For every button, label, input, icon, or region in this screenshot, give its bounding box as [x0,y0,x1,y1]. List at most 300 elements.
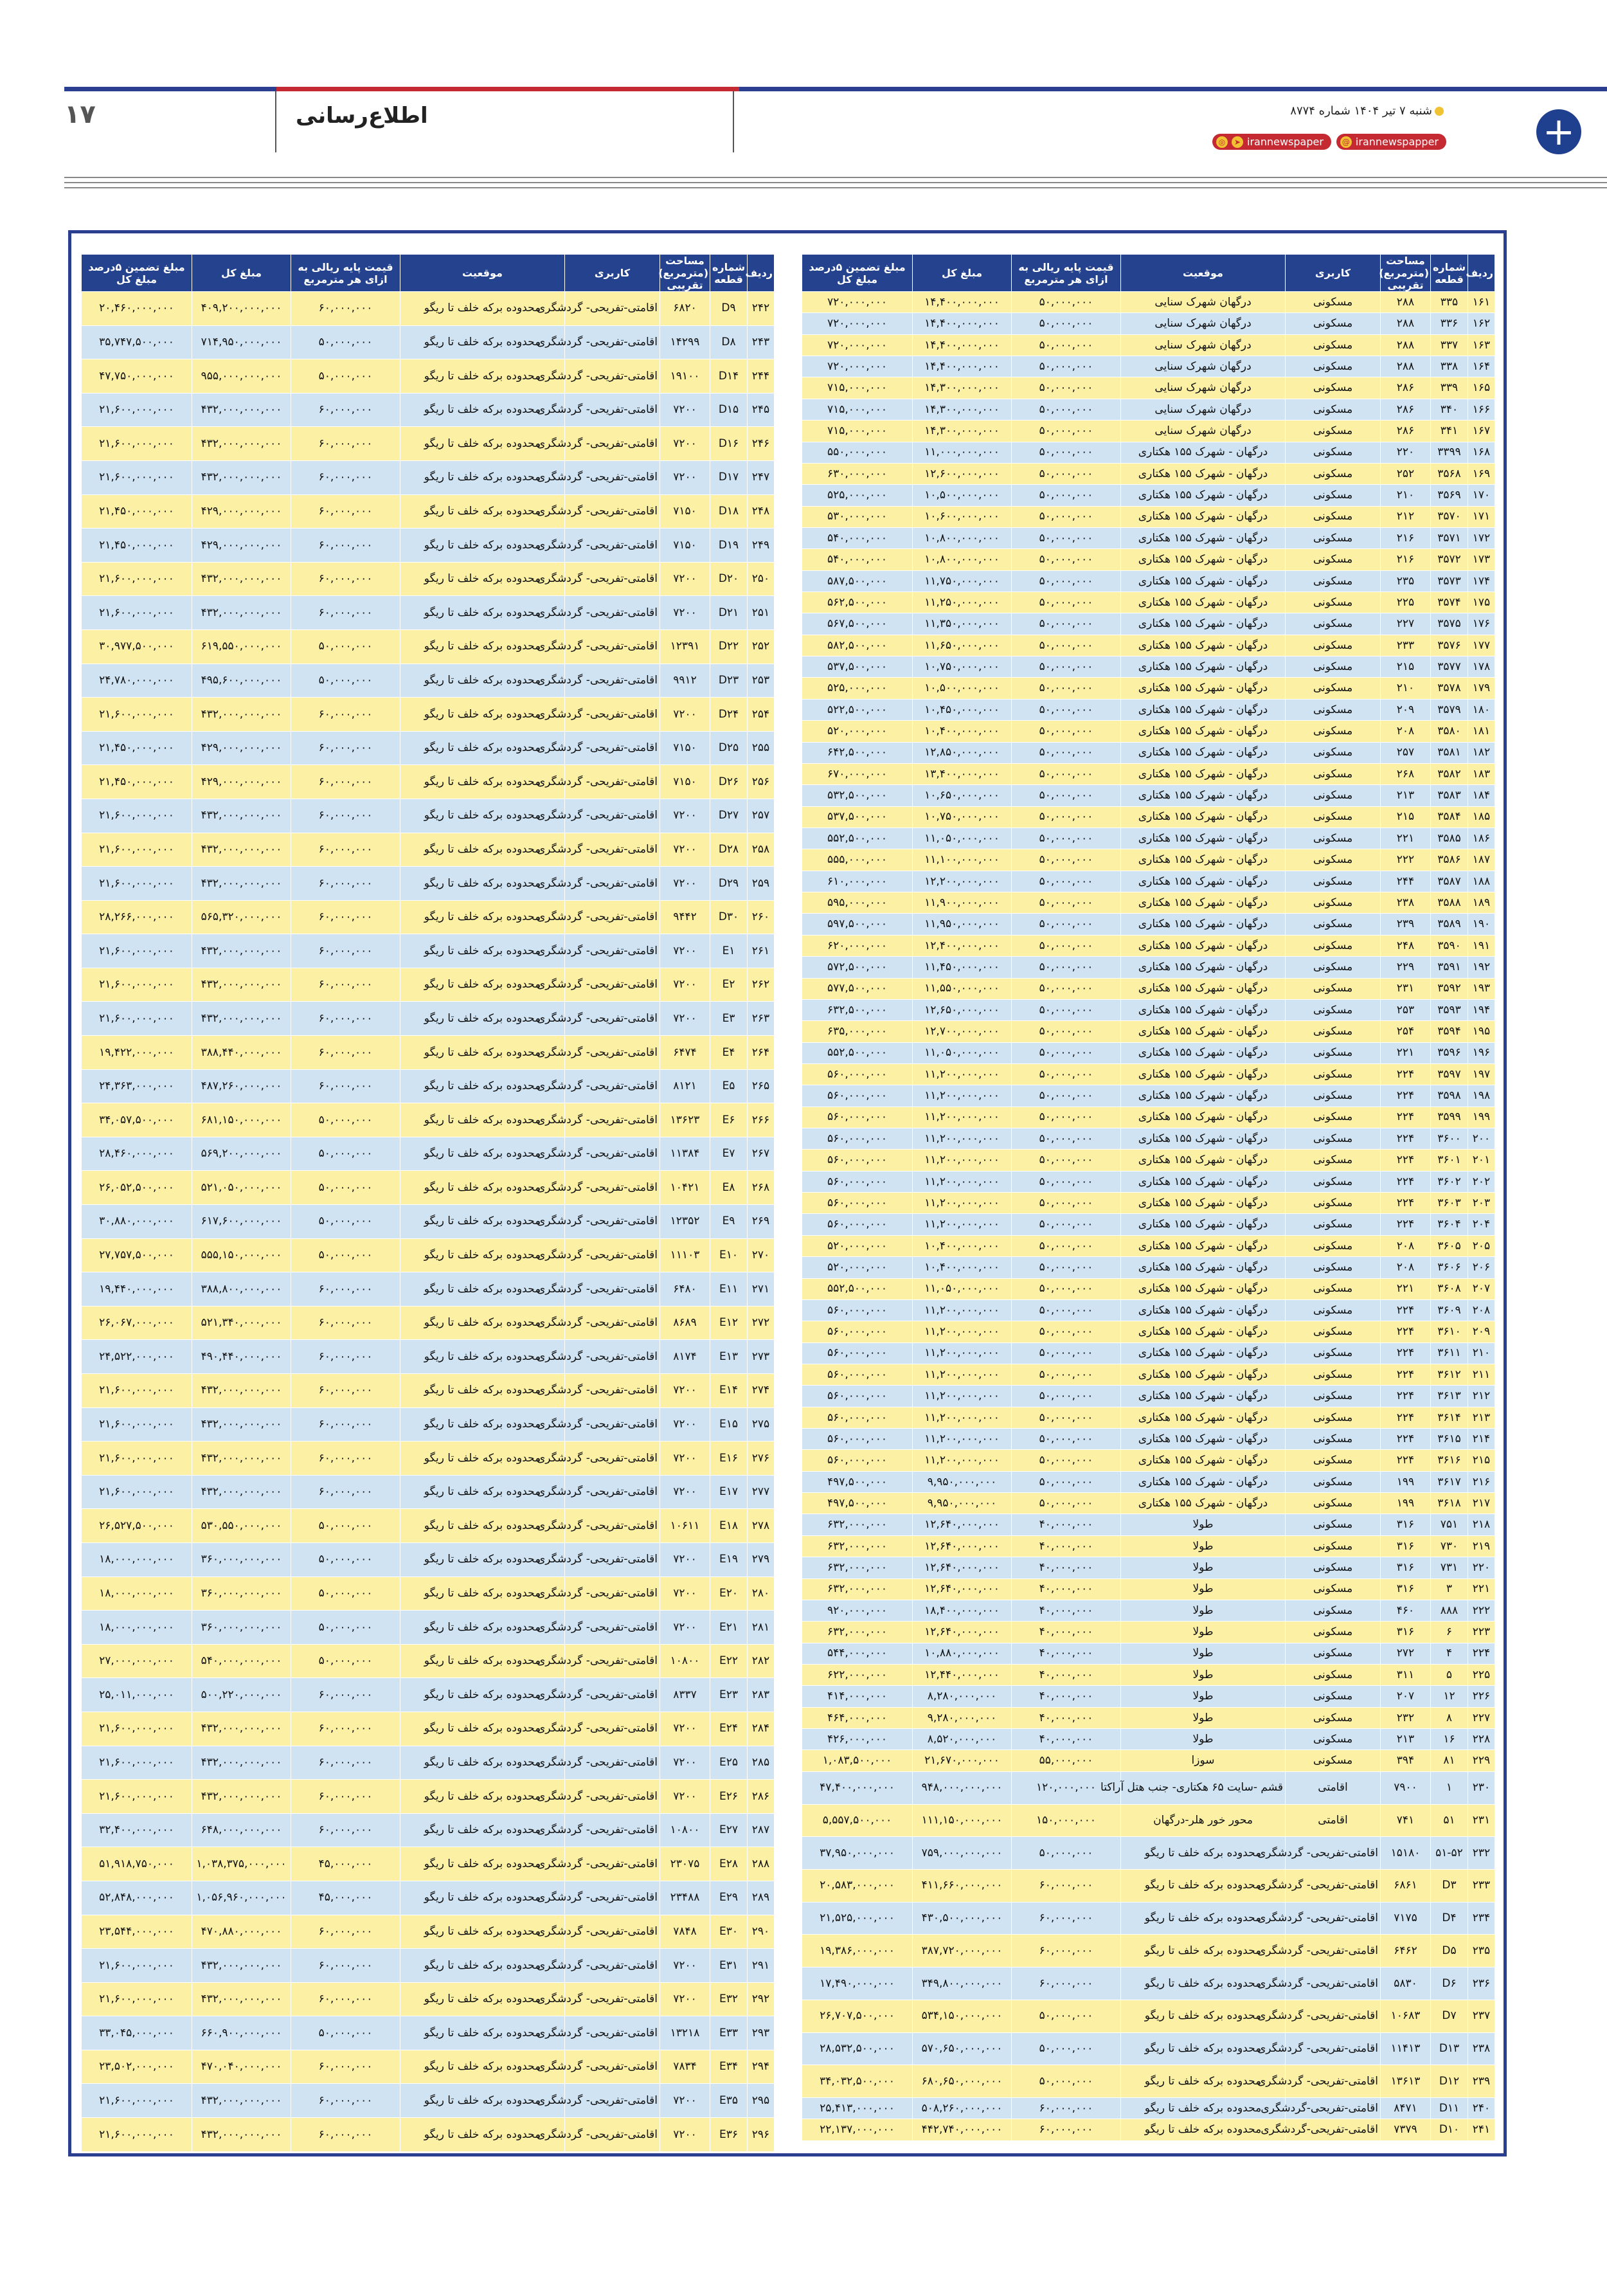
cell-total-amount: ۴۳۲,۰۰۰,۰۰۰,۰۰۰ [192,460,291,494]
cell-land-use: اقامتی [1286,1804,1381,1837]
cell-location: محدوده برکه خلف تا ریگو [1121,1869,1286,1902]
cell-location: درگهان شهرک سنایی [1121,292,1286,313]
cell-location: محدوده برکه خلف تا ریگو [400,427,565,461]
land-table-right [802,254,1495,2141]
table-row [82,664,775,698]
cell-total-amount: ۴۲۹,۰۰۰,۰۰۰,۰۰۰ [192,494,291,529]
cell-row-number: ۱۷۶ [1468,613,1495,635]
cell-base-price: ۵۰,۰۰۰,۰۰۰ [1012,699,1121,720]
cell-land-use: مسکونی [1286,1342,1381,1364]
cell-guarantee-amount: ۲۷,۰۰۰,۰۰۰,۰۰۰ [82,1644,192,1678]
cell-guarantee-amount: ۲۱,۶۰۰,۰۰۰,۰۰۰ [82,1002,192,1036]
cell-land-use: مسکونی [1286,549,1381,570]
cell-row-number: ۲۲۸ [1468,1729,1495,1750]
cell-total-amount: ۱۱,۲۰۰,۰۰۰,۰۰۰ [913,1085,1012,1107]
cell-plot-number: ۳۶۰۹ [1431,1299,1468,1321]
cell-area: ۲۰۸ [1381,1257,1431,1278]
cell-area: ۷۸۳۴ [660,2050,710,2084]
cell-guarantee-amount: ۶۲۲,۰۰۰,۰۰۰ [802,1665,913,1686]
table-row [802,1837,1495,1870]
cell-plot-number: D۱۲ [1431,2065,1468,2098]
cell-area: ۷۲۰۰ [660,833,710,867]
table-row [82,1678,775,1712]
cell-location: محدوده برکه خلف تا ریگو [400,1069,565,1103]
cell-base-price: ۵۰,۰۰۰,۰۰۰ [291,1238,400,1272]
table-row [802,1665,1495,1686]
issue-info: شنبه ۷ تیر ۱۴۰۴ شماره ۸۷۷۴ [1290,104,1446,118]
cell-location: درگهان - شهرک ۱۵۵ هکتاری [1121,721,1286,742]
cell-land-use: مسکونی [1286,763,1381,784]
cell-row-number: ۲۰۴ [1468,1214,1495,1235]
cell-area: ۲۲۴ [1381,1407,1431,1428]
cell-plot-number: E۱ [710,934,748,968]
cell-location: درگهان - شهرک ۱۵۵ هکتاری [1121,656,1286,678]
cell-location: محدوده برکه خلف تا ریگو [400,1813,565,1847]
cell-location: درگهان - شهرک ۱۵۵ هکتاری [1121,1257,1286,1278]
cell-total-amount: ۱۱,۵۵۰,۰۰۰,۰۰۰ [913,978,1012,999]
cell-location: محدوده برکه خلف تا ریگو [400,731,565,765]
cell-land-use: مسکونی [1286,1128,1381,1150]
cell-area: ۳۱۶ [1381,1557,1431,1578]
cell-guarantee-amount: ۵۶۰,۰۰۰,۰۰۰ [802,1386,913,1407]
table-row [82,325,775,359]
cell-row-number: ۱۷۰ [1468,485,1495,506]
header-rule [64,177,1607,178]
cell-base-price: ۵۰,۰۰۰,۰۰۰ [291,1137,400,1171]
cell-area: ۲۲۷ [1381,613,1431,635]
column-header-base-price: قیمت پایه ریالی به ازای هر مترمربع [1012,255,1121,292]
cell-row-number: ۱۶۸ [1468,442,1495,463]
cell-area: ۲۲۴ [1381,1107,1431,1128]
cell-row-number: ۱۸۸ [1468,871,1495,892]
cell-area: ۷۲۰۰ [660,2118,710,2152]
cell-row-number: ۱۸۴ [1468,785,1495,806]
table-row [802,1600,1495,1621]
section-title: اطلاع‌رسانی [296,103,428,129]
cell-area: ۷۲۰۰ [660,1712,710,1746]
cell-location: محدوده برکه خلف تا ریگو [400,1374,565,1408]
table-row [802,742,1495,763]
table-row [802,1750,1495,1771]
cell-base-price: ۶۰,۰۰۰,۰۰۰ [291,731,400,765]
cell-land-use: مسکونی [1286,1386,1381,1407]
cell-land-use: مسکونی [1286,978,1381,999]
cell-base-price: ۶۰,۰۰۰,۰۰۰ [291,867,400,901]
table-row [82,799,775,833]
cell-land-use: اقامتی-تفریحی- گردشگری [565,1780,660,1814]
cell-area: ۷۲۰۰ [660,1611,710,1645]
cell-total-amount: ۴۳۲,۰۰۰,۰۰۰,۰۰۰ [192,1407,291,1442]
cell-guarantee-amount: ۲۱,۶۰۰,۰۰۰,۰۰۰ [82,596,192,630]
column-header-guarantee-amount: مبلغ تضمین ۵درصد مبلغ کل [82,255,192,292]
cell-guarantee-amount: ۵۳۷,۵۰۰,۰۰۰ [802,656,913,678]
cell-location: درگهان - شهرک ۱۵۵ هکتاری [1121,592,1286,613]
cell-guarantee-amount: ۲۱,۴۵۰,۰۰۰,۰۰۰ [82,494,192,529]
cell-base-price: ۵۰,۰۰۰,۰۰۰ [1012,742,1121,763]
cell-total-amount: ۴۳۲,۰۰۰,۰۰۰,۰۰۰ [192,1746,291,1780]
cell-total-amount: ۴۲۹,۰۰۰,۰۰۰,۰۰۰ [192,765,291,799]
cell-plot-number: ۳۵۷۲ [1431,549,1468,570]
cell-location: محدوده برکه خلف تا ریگو [1121,1902,1286,1935]
table-row [82,934,775,968]
cell-area: ۲۱۲ [1381,506,1431,527]
cell-plot-number: E۹ [710,1205,748,1239]
cell-area: ۲۱۳ [1381,1729,1431,1750]
table-row [802,506,1495,527]
cell-land-use: مسکونی [1286,377,1381,399]
cell-base-price: ۵۰,۰۰۰,۰۰۰ [1012,785,1121,806]
table-row [82,1340,775,1374]
cell-land-use: مسکونی [1286,1665,1381,1686]
cell-guarantee-amount: ۴۹۷,۵۰۰,۰۰۰ [802,1493,913,1514]
cell-land-use: مسکونی [1286,1450,1381,1471]
cell-area: ۲۲۱ [1381,1042,1431,1063]
cell-area: ۱۰۶۱۱ [660,1509,710,1543]
cell-row-number: ۲۹۲ [748,1982,775,2016]
cell-guarantee-amount: ۱۹,۴۲۲,۰۰۰,۰۰۰ [82,1036,192,1070]
cell-land-use: مسکونی [1286,957,1381,978]
cell-base-price: ۴۵,۰۰۰,۰۰۰ [291,1847,400,1881]
cell-base-price: ۵۰,۰۰۰,۰۰۰ [1012,1063,1121,1085]
cell-base-price: ۶۰,۰۰۰,۰۰۰ [291,529,400,563]
cell-plot-number: E۳۰ [710,1915,748,1949]
cell-location: محدوده برکه خلف تا ریگو [400,562,565,596]
cell-guarantee-amount: ۱۸,۰۰۰,۰۰۰,۰۰۰ [82,1577,192,1611]
cell-location: محدوده برکه خلف تا ریگو [400,765,565,799]
cell-guarantee-amount: ۲۱,۴۵۰,۰۰۰,۰۰۰ [82,529,192,563]
cell-total-amount: ۴۹۰,۴۴۰,۰۰۰,۰۰۰ [192,1340,291,1374]
cell-plot-number: E۱۲ [710,1306,748,1340]
table-row [802,635,1495,656]
cell-plot-number: E۷ [710,1137,748,1171]
cell-land-use: اقامتی-تفریحی- گردشگری [565,1577,660,1611]
cell-land-use: مسکونی [1286,1257,1381,1278]
table-row [802,1042,1495,1063]
cell-row-number: ۲۱۵ [1468,1450,1495,1471]
cell-guarantee-amount: ۱۹,۳۸۶,۰۰۰,۰۰۰ [802,1935,913,1967]
cell-land-use: اقامتی-تفریحی- گردشگری [565,596,660,630]
table-row [82,1374,775,1408]
cell-base-price: ۶۰,۰۰۰,۰۰۰ [1012,1902,1121,1935]
cell-total-amount: ۴۳۲,۰۰۰,۰۰۰,۰۰۰ [192,934,291,968]
cell-total-amount: ۶۱۹,۵۵۰,۰۰۰,۰۰۰ [192,629,291,664]
cell-row-number: ۱۶۵ [1468,377,1495,399]
cell-total-amount: ۱۰,۴۵۰,۰۰۰,۰۰۰ [913,699,1012,720]
table-row [802,292,1495,313]
cell-guarantee-amount: ۵۲۰,۰۰۰,۰۰۰ [802,1235,913,1256]
cell-guarantee-amount: ۵۲۰,۰۰۰,۰۰۰ [802,721,913,742]
cell-base-price: ۵۰,۰۰۰,۰۰۰ [1012,2000,1121,2032]
cell-base-price: ۵۰,۰۰۰,۰۰۰ [291,1644,400,1678]
cell-land-use: اقامتی-تفریحی- گردشگری [565,1813,660,1847]
cell-land-use: اقامتی-تفریحی- گردشگری [565,1611,660,1645]
cell-area: ۲۱۰ [1381,485,1431,506]
cell-location: درگهان - شهرک ۱۵۵ هکتاری [1121,1235,1286,1256]
cell-row-number: ۱۹۵ [1468,1021,1495,1042]
cell-plot-number: ۳۶۱۲ [1431,1364,1468,1385]
cell-land-use: اقامتی-تفریحی- گردشگری [565,1881,660,1915]
cell-location: محدوده برکه خلف تا ریگو [400,359,565,393]
cell-row-number: ۲۲۵ [1468,1665,1495,1686]
cell-guarantee-amount: ۲۸,۵۳۲,۵۰۰,۰۰۰ [802,2032,913,2065]
cell-plot-number: ۳۶۰۵ [1431,1235,1468,1256]
table-row [802,1707,1495,1728]
cell-base-price: ۶۰,۰۰۰,۰۰۰ [291,1949,400,1983]
table-row [82,731,775,765]
cell-base-price: ۵۰,۰۰۰,۰۰۰ [1012,377,1121,399]
cell-land-use: مسکونی [1286,1214,1381,1235]
table-row [82,1272,775,1306]
cell-guarantee-amount: ۶۳۲,۰۰۰,۰۰۰ [802,1578,913,1600]
cell-area: ۱۲۳۹۱ [660,629,710,664]
cell-area: ۲۲۴ [1381,1128,1431,1150]
cell-location: درگهان - شهرک ۱۵۵ هکتاری [1121,506,1286,527]
cell-land-use: مسکونی [1286,656,1381,678]
cell-row-number: ۲۲۶ [1468,1686,1495,1707]
cell-guarantee-amount: ۲۱,۶۰۰,۰۰۰,۰۰۰ [82,1982,192,2016]
cell-base-price: ۵۰,۰۰۰,۰۰۰ [291,325,400,359]
cell-land-use: اقامتی-تفریحی- گردشگری [565,1509,660,1543]
cell-row-number: ۱۹۱ [1468,935,1495,956]
cell-land-use: مسکونی [1286,1085,1381,1107]
cell-total-amount: ۱۱,۰۰۰,۰۰۰,۰۰۰ [913,442,1012,463]
cell-base-price: ۴۰,۰۰۰,۰۰۰ [1012,1578,1121,1600]
cell-guarantee-amount: ۵۲۰,۰۰۰,۰۰۰ [802,1257,913,1278]
table-row [802,2119,1495,2141]
cell-row-number: ۱۶۶ [1468,399,1495,420]
table-row [802,1471,1495,1492]
cell-location: درگهان - شهرک ۱۵۵ هکتاری [1121,1299,1286,1321]
table-row [82,529,775,563]
cell-plot-number: ۳۶۱۱ [1431,1342,1468,1364]
cell-plot-number: ۳۶۱۶ [1431,1450,1468,1471]
cell-location: محدوده برکه خلف تا ریگو [400,393,565,427]
cell-land-use: اقامتی-تفریحی- گردشگری [565,1205,660,1239]
cell-area: ۳۱۶ [1381,1622,1431,1643]
cell-location: طولا [1121,1686,1286,1707]
cell-area: ۲۲۴ [1381,1171,1431,1192]
cell-area: ۷۲۰۰ [660,596,710,630]
cell-plot-number: D۲۹ [710,867,748,901]
cell-base-price: ۶۰,۰۰۰,۰۰۰ [291,1306,400,1340]
cell-guarantee-amount: ۱۹,۴۴۰,۰۰۰,۰۰۰ [82,1272,192,1306]
cell-row-number: ۱۹۴ [1468,999,1495,1020]
cell-row-number: ۲۴۶ [748,427,775,461]
cell-plot-number: D۷ [1431,2000,1468,2032]
cell-land-use: مسکونی [1286,1193,1381,1214]
cell-base-price: ۵۰,۰۰۰,۰۰۰ [1012,635,1121,656]
cell-row-number: ۲۴۳ [748,325,775,359]
cell-guarantee-amount: ۲۸,۲۶۶,۰۰۰,۰۰۰ [82,900,192,934]
cell-plot-number: E۳۴ [710,2050,748,2084]
cell-land-use: اقامتی-تفریحی- گردشگری [565,460,660,494]
cell-plot-number: ۸ [1431,1707,1468,1728]
cell-row-number: ۲۰۵ [1468,1235,1495,1256]
cell-row-number: ۲۱۸ [1468,1514,1495,1535]
cell-guarantee-amount: ۲۱,۶۰۰,۰۰۰,۰۰۰ [82,1442,192,1476]
cell-guarantee-amount: ۲۱,۵۲۵,۰۰۰,۰۰۰ [802,1902,913,1935]
cell-location: درگهان - شهرک ۱۵۵ هکتاری [1121,463,1286,484]
cell-location: محدوده برکه خلف تا ریگو [400,1982,565,2016]
cell-land-use: مسکونی [1286,1729,1381,1750]
cell-row-number: ۲۴۷ [748,460,775,494]
table-row [82,1171,775,1205]
cell-row-number: ۲۸۰ [748,1577,775,1611]
cell-total-amount: ۱۴,۴۰۰,۰۰۰,۰۰۰ [913,292,1012,313]
cell-total-amount: ۱۱,۲۰۰,۰۰۰,۰۰۰ [913,1171,1012,1192]
cell-plot-number: ۳۵۸۴ [1431,806,1468,827]
cell-guarantee-amount: ۵۲۵,۰۰۰,۰۰۰ [802,485,913,506]
cell-plot-number: ۸۱ [1431,1750,1468,1771]
cell-land-use: اقامتی-تفریحی- گردشگری [565,1712,660,1746]
cell-base-price: ۵۰,۰۰۰,۰۰۰ [1012,914,1121,935]
cell-location: طولا [1121,1535,1286,1557]
cell-area: ۷۲۰۰ [660,1002,710,1036]
cell-area: ۷۲۰۰ [660,867,710,901]
cell-total-amount: ۴۴۲,۷۴۰,۰۰۰,۰۰۰ [913,2119,1012,2141]
cell-plot-number: ۳۵۷۴ [1431,592,1468,613]
cell-plot-number: ۵۱ [1431,1804,1468,1837]
cell-row-number: ۱۹۶ [1468,1042,1495,1063]
cell-area: ۶۸۲۰ [660,292,710,326]
cell-total-amount: ۱۱,۲۰۰,۰۰۰,۰۰۰ [913,1214,1012,1235]
cell-area: ۸۱۷۴ [660,1340,710,1374]
cell-location: درگهان - شهرک ۱۵۵ هکتاری [1121,935,1286,956]
cell-total-amount: ۴۳۲,۰۰۰,۰۰۰,۰۰۰ [192,562,291,596]
cell-guarantee-amount: ۲۱,۶۰۰,۰۰۰,۰۰۰ [82,968,192,1002]
table-row [802,957,1495,978]
cell-location: درگهان شهرک سنایی [1121,420,1286,442]
cell-location: محدوده برکه خلف تا ریگو [400,1542,565,1577]
cell-total-amount: ۱۲,۶۴۰,۰۰۰,۰۰۰ [913,1557,1012,1578]
cell-guarantee-amount: ۵۶۰,۰۰۰,۰۰۰ [802,1321,913,1342]
cell-row-number: ۲۶۳ [748,1002,775,1036]
cell-location: درگهان - شهرک ۱۵۵ هکتاری [1121,806,1286,827]
cell-area: ۸۶۸۹ [660,1306,710,1340]
cell-plot-number: D۱۳ [1431,2032,1468,2065]
cell-total-amount: ۳۸۸,۴۴۰,۰۰۰,۰۰۰ [192,1036,291,1070]
cell-area: ۲۸۶ [1381,377,1431,399]
cell-guarantee-amount: ۵۶۰,۰۰۰,۰۰۰ [802,1214,913,1235]
cell-area: ۶۴۷۴ [660,1036,710,1070]
cell-land-use: اقامتی-تفریحی-گردشگری [1286,2097,1381,2119]
cell-area: ۱۰۸۰۰ [660,1813,710,1847]
cell-base-price: ۵۰,۰۰۰,۰۰۰ [1012,356,1121,377]
cell-total-amount: ۱۲,۶۵۰,۰۰۰,۰۰۰ [913,999,1012,1020]
cell-guarantee-amount: ۲۶,۰۶۷,۰۰۰,۰۰۰ [82,1306,192,1340]
table-row [82,1611,775,1645]
cell-area: ۲۵۲ [1381,463,1431,484]
cell-land-use: اقامتی-تفریحی- گردشگری [1286,1902,1381,1935]
cell-row-number: ۲۸۵ [748,1746,775,1780]
cell-plot-number: D۲۵ [710,731,748,765]
cell-guarantee-amount: ۵۳۰,۰۰۰,۰۰۰ [802,506,913,527]
cell-base-price: ۵۰,۰۰۰,۰۰۰ [1012,463,1121,484]
cell-area: ۷۸۴۸ [660,1915,710,1949]
cell-row-number: ۲۶۴ [748,1036,775,1070]
cell-land-use: اقامتی-تفریحی- گردشگری [565,325,660,359]
cell-location: محدوده برکه خلف تا ریگو [400,1442,565,1476]
cell-land-use: اقامتی-تفریحی- گردشگری [1286,1967,1381,2000]
cell-plot-number: ۳۵۸۵ [1431,827,1468,849]
cell-land-use: اقامتی-تفریحی- گردشگری [565,629,660,664]
cell-guarantee-amount: ۶۳۵,۰۰۰,۰۰۰ [802,1021,913,1042]
cell-guarantee-amount: ۲۱,۶۰۰,۰۰۰,۰۰۰ [82,799,192,833]
cell-guarantee-amount: ۲۱,۶۰۰,۰۰۰,۰۰۰ [82,934,192,968]
cell-land-use: اقامتی-تفریحی- گردشگری [565,1272,660,1306]
cell-base-price: ۵۰,۰۰۰,۰۰۰ [1012,313,1121,334]
cell-guarantee-amount: ۳۷,۹۵۰,۰۰۰,۰۰۰ [802,1837,913,1870]
cell-location: درگهان - شهرک ۱۵۵ هکتاری [1121,742,1286,763]
cell-area: ۲۱۶ [1381,549,1431,570]
cell-location: محدوده برکه خلف تا ریگو [400,529,565,563]
cell-area: ۷۲۰۰ [660,1780,710,1814]
cell-row-number: ۲۵۱ [748,596,775,630]
cell-location: محدوده برکه خلف تا ریگو [400,1137,565,1171]
cell-row-number: ۲۰۶ [1468,1257,1495,1278]
cell-guarantee-amount: ۲۶,۰۵۲,۵۰۰,۰۰۰ [82,1171,192,1205]
cell-area: ۲۱۵ [1381,656,1431,678]
cell-total-amount: ۵۶۹,۲۰۰,۰۰۰,۰۰۰ [192,1137,291,1171]
table-row [802,1450,1495,1471]
cell-land-use: مسکونی [1286,1299,1381,1321]
cell-guarantee-amount: ۶۳۲,۰۰۰,۰۰۰ [802,1514,913,1535]
table-row [802,1364,1495,1385]
cell-guarantee-amount: ۷۲۰,۰۰۰,۰۰۰ [802,313,913,334]
cell-row-number: ۱۶۲ [1468,313,1495,334]
cell-total-amount: ۳۶۰,۰۰۰,۰۰۰,۰۰۰ [192,1577,291,1611]
cell-land-use: اقامتی-تفریحی- گردشگری [565,2118,660,2152]
cell-plot-number: ۳۶۰۰ [1431,1128,1468,1150]
cell-total-amount: ۱۳,۴۰۰,۰۰۰,۰۰۰ [913,763,1012,784]
cell-plot-number: D۳۰ [710,900,748,934]
cell-area: ۷۲۰۰ [660,1475,710,1509]
cell-location: محدوده برکه خلف تا ریگو [400,867,565,901]
cell-land-use: مسکونی [1286,849,1381,871]
cell-location: طولا [1121,1665,1286,1686]
cell-total-amount: ۱۱,۰۵۰,۰۰۰,۰۰۰ [913,1042,1012,1063]
table-row [802,1063,1495,1085]
cell-total-amount: ۴۷۰,۰۴۰,۰۰۰,۰۰۰ [192,2050,291,2084]
cell-total-amount: ۱۰,۴۰۰,۰۰۰,۰۰۰ [913,1257,1012,1278]
table-row [82,2118,775,2152]
cell-area: ۱۳۲۱۸ [660,2016,710,2050]
cell-plot-number: E۵ [710,1069,748,1103]
cell-area: ۲۲۴ [1381,1386,1431,1407]
cell-land-use: مسکونی [1286,871,1381,892]
cell-location: محدوده برکه خلف تا ریگو [400,596,565,630]
cell-plot-number: ۳۵۶۹ [1431,485,1468,506]
cell-guarantee-amount: ۲۰,۵۸۳,۰۰۰,۰۰۰ [802,1869,913,1902]
cell-base-price: ۵۰,۰۰۰,۰۰۰ [291,629,400,664]
table-row [802,763,1495,784]
cell-row-number: ۲۸۶ [748,1780,775,1814]
cell-row-number: ۲۰۸ [1468,1299,1495,1321]
cell-total-amount: ۴۸۷,۲۶۰,۰۰۰,۰۰۰ [192,1069,291,1103]
table-row [82,292,775,326]
cell-location: محدوده برکه خلف تا ریگو [400,799,565,833]
cell-guarantee-amount: ۴۹۷,۵۰۰,۰۰۰ [802,1471,913,1492]
cell-land-use: اقامتی-تفریحی- گردشگری [565,1306,660,1340]
cell-row-number: ۲۱۲ [1468,1386,1495,1407]
cell-total-amount: ۱۰,۴۰۰,۰۰۰,۰۰۰ [913,1235,1012,1256]
cell-land-use: اقامتی-تفریحی- گردشگری [565,934,660,968]
cell-location: طولا [1121,1622,1286,1643]
cell-area: ۷۲۰۰ [660,460,710,494]
cell-total-amount: ۱۲,۶۴۰,۰۰۰,۰۰۰ [913,1622,1012,1643]
cell-total-amount: ۹,۲۸۰,۰۰۰,۰۰۰ [913,1707,1012,1728]
cell-guarantee-amount: ۲۱,۶۰۰,۰۰۰,۰۰۰ [82,427,192,461]
